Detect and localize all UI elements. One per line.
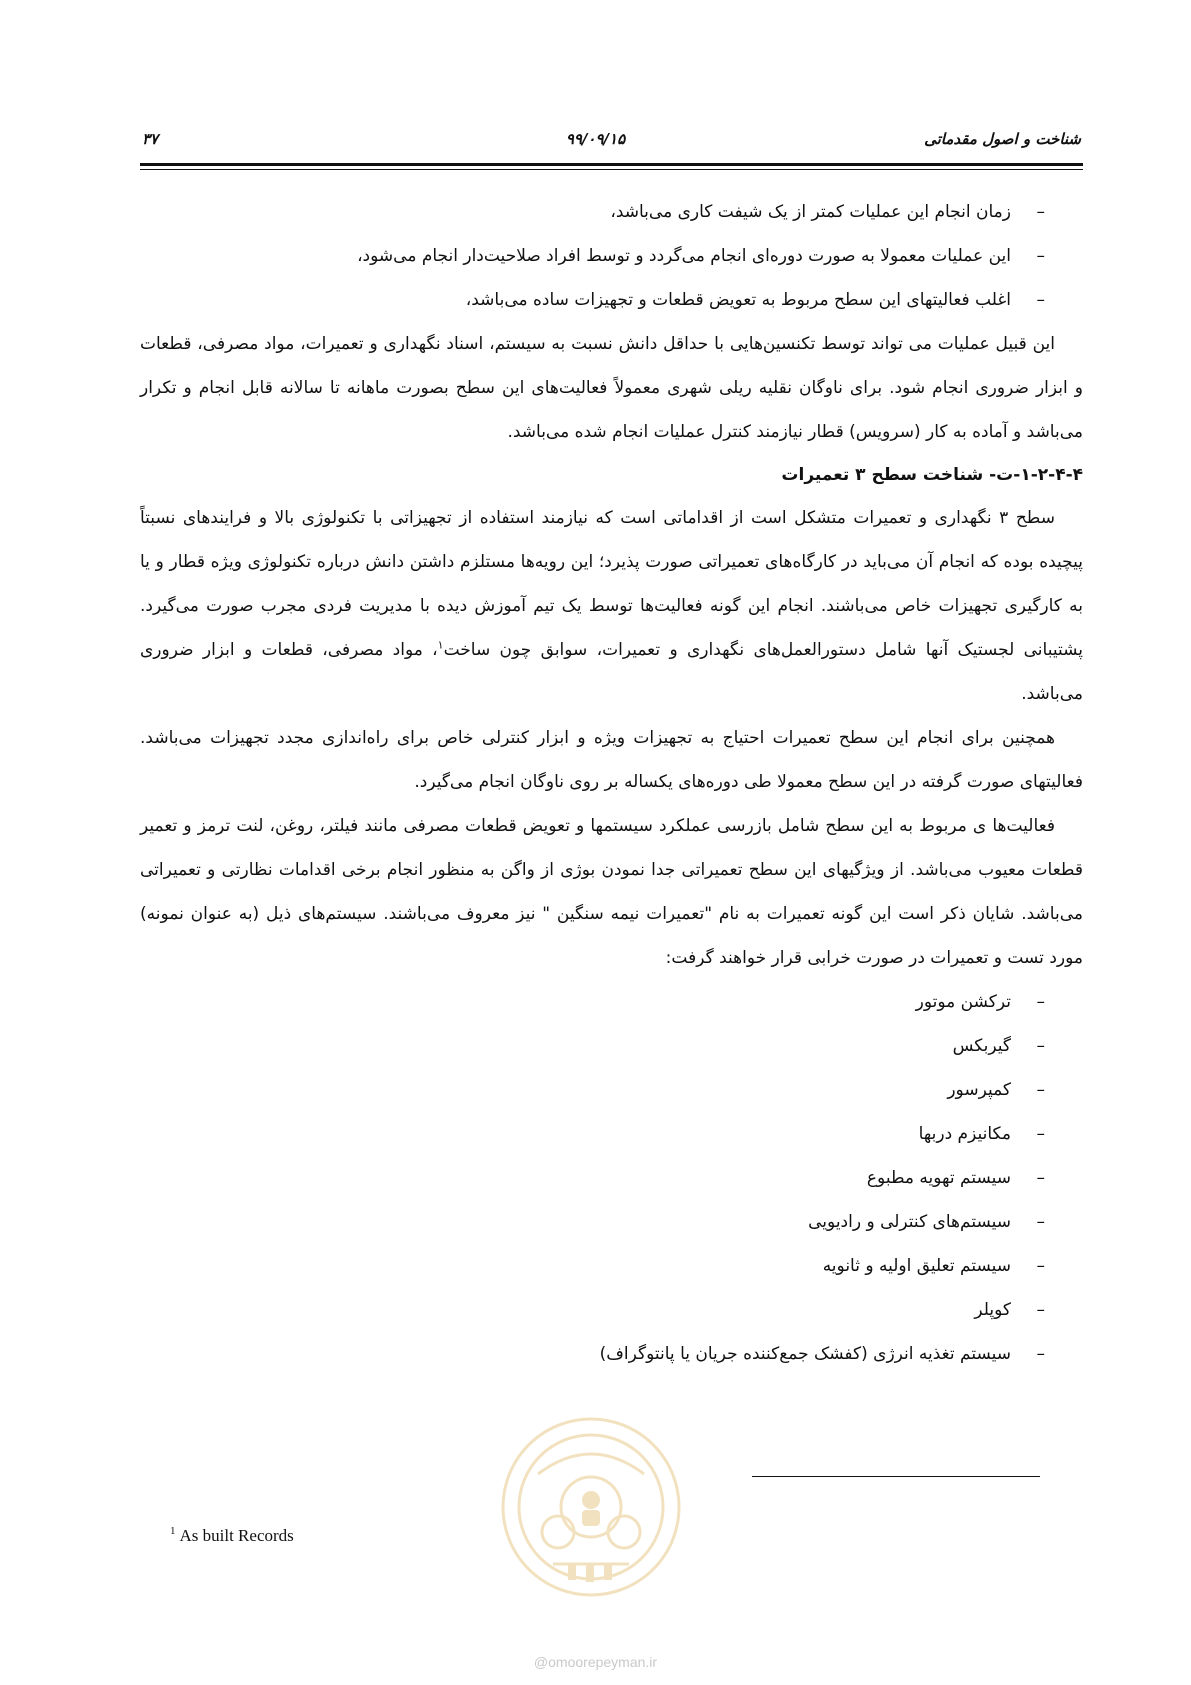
body-text: [140, 190, 1083, 1376]
header-rule-thick: [140, 163, 1083, 166]
footnote-marker: 1: [170, 1525, 176, 1538]
page-number: ۳۷: [142, 130, 159, 148]
paragraph-3: همچنین برای انجام این سطح تعمیرات احتیاج به تجهیزات ویژه و ابزار کنترلی خاص برای راه‌اندازی مجدد تجهیزات می‌باشد. فعالیتهای صورت گرفته در این سطح معمولا طی دوره‌های یکساله بر روی ناوگان انجام می‌گیرد.: [140, 728, 1083, 792]
systems-list: [140, 980, 1083, 1376]
paragraph-4: فعالیت‌ها ی مربوط به این سطح شامل بازرسی عملکرد سیستمها و تعویض قطعات مصرفی مانند فیلتر، روغن، لنت ترمز و تعمیر قطعات معیوب می‌باشد. از ویژگیهای این سطح تعمیراتی جدا نمودن بوژی از واگن به منظور انجام برخی اقدامات نظارتی و تعمیراتی می‌باشد. شایان ذکر است این گونه تعمیرات به نام "تعمیرات نیمه سنگین " نیز معروف می‌باشند. سیستم‌های ذیل (به عنوان نمونه) مورد تست و تعمیرات در صورت خرابی قرار خواهند گرفت:: [140, 816, 1083, 968]
list-item: – مکانیزم دربها: [140, 1112, 1045, 1156]
list-item: – سیستم تعلیق اولیه و ثانویه: [140, 1244, 1045, 1288]
bullet-list-top: [140, 190, 1083, 322]
list-item: – اغلب فعالیتهای این سطح مربوط به تعویض قطعات و تجهیزات ساده می‌باشد،: [140, 278, 1045, 322]
section-heading: ۱-۲-۴-۴-ت- شناخت سطح ۳ تعمیرات: [781, 465, 1083, 485]
paragraph-1: این قبیل عملیات می تواند توسط تکنسین‌هایی با حداقل دانش نسبت به سیستم، اسناد نگهداری و تعمیرات، مواد مصرفی، قطعات و ابزار ضروری انجام شود. برای ناوگان نقلیه ریلی شهری معمولاً فعالیت‌های این سطح بصورت ماهانه تا سالانه قابل انجام و تکرار می‌باشد و آماده به کار (سرویس) قطار نیازمند کنترل عملیات انجام شده می‌باشد.: [140, 334, 1083, 442]
list-item: – ترکشن موتور: [140, 980, 1045, 1024]
running-header-title: شناخت و اصول مقدماتی: [924, 130, 1081, 148]
list-item: – کمپرسور: [140, 1068, 1045, 1112]
footnote: [170, 1526, 294, 1546]
footnote-ref: ۱: [437, 638, 444, 652]
footnote-rule: [752, 1476, 1040, 1477]
list-item: – سیستم تغذیه انرژی (کفشک جمع‌کننده جریان یا پانتوگراف): [140, 1332, 1045, 1376]
list-item: – سیستم تهویه مطبوع: [140, 1156, 1045, 1200]
footnote-text: As built Records: [179, 1526, 294, 1545]
running-header-date: ۹۹/۰۹/۱۵: [565, 130, 626, 148]
header-rule-thin: [140, 169, 1083, 170]
list-item: – کوپلر: [140, 1288, 1045, 1332]
list-item: – زمان انجام این عملیات کمتر از یک شیفت کاری می‌باشد،: [140, 190, 1045, 234]
paragraph-2-tail: ، مواد مصرفی، قطعات و ابزار ضروری می‌باشد.: [140, 640, 1083, 704]
watermark-seal-logo: [498, 1414, 684, 1600]
watermark-url: @omoorepeyman.ir: [533, 1654, 658, 1670]
list-item: – گیربکس: [140, 1024, 1045, 1068]
list-item: – این عملیات معمولا به صورت دوره‌ای انجام می‌گردد و توسط افراد صلاحیت‌دار انجام می‌شود،: [140, 234, 1045, 278]
paragraph-2-text: سطح ۳ نگهداری و تعمیرات متشکل است از اقداماتی است که نیازمند استفاده از تجهیزاتی با تکنولوژی بالا و فرایندهای نسبتاً پیچیده بوده که انجام آن می‌باید در کارگاه‌های تعمیراتی صورت پذیرد؛ این رویه‌ها مستلزم داشتن دانش درباره تکنولوژی ویژه قطار و یا به کارگیری تجهیزات خاص می‌باشند. انجام این گونه فعالیت‌ها توسط یک تیم آموزش دیده با مدیریت فردی مجرب صورت می‌گیرد. پشتیبانی لجستیک آنها شامل دستورالعمل‌های نگهداری و تعمیرات، سوابق چون ساخت: [140, 508, 1084, 660]
paragraph-2: [140, 496, 1083, 716]
list-item: – سیستم‌های کنترلی و رادیویی: [140, 1200, 1045, 1244]
